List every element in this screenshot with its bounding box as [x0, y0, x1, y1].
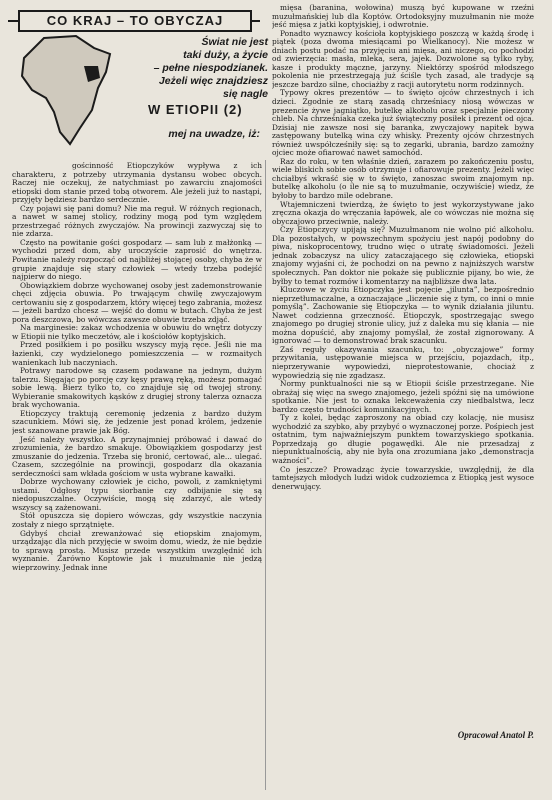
column-divider	[265, 160, 266, 790]
lead-line: – pełne niespodzianek.	[153, 62, 268, 74]
paragraph: Raz do roku, w ten właśnie dzień, zarazem po zakończeniu postu, wiele bliskich sobie osób otrzymuje i ofiarowuje prezenty. Jeżeli więc chciałbyś wkraść się w to święto, zanoszac swoim znajomym np. butelkę alkoholu (o ile nie są to muzułmanie, oczywiście) wiedz, że byłoby to bardzo mile odebrane.	[272, 156, 534, 201]
series-title: W ETIOPII (2)	[148, 102, 243, 117]
paragraph: Przed posiłkiem i po posiłku wszyscy myją ręce. Jeśli nie ma łazienki, czy wydzielonego pomieszczenia — w rozmaitych wanienkach lub naczyniach.	[12, 340, 262, 367]
rubric-title: CO KRAJ – TO OBYCZAJ	[18, 10, 252, 32]
article-header	[8, 6, 268, 156]
paragraph: Jeść należy wszystko. A przynajmniej próbować i dawać do zrozumienia, że bardzo smakuje. Obowiązkiem gospodarzy jest zmuszanie do jedzenia. Trzeba się bronić, certować, ale... ulegać. Czasem, szczególnie na prowincji, gospodarz dla okazania serdeczności sam wkłada gościom w usta wybrane kawałki.	[12, 434, 262, 478]
paragraph: Czy Etiopczycy upijają się? Muzułmanom nie wolno pić alkoholu. Dla pozostałych, w powszechnym spożyciu jest napój podobny do piwa, niskoprocentowy, trudno więc o utratę świadomości. Jeżeli jednak zobaczysz na ulicy zataczającego się człowieka, etiopski znajomy wyjaśni ci, że pochodzi on na pewno z najniższych warstw społecznych. Pan doktor nie pokaże się publicznie pijany, bo wie, że byłby to temat rozmów i komentarzy na najbliższe dwa lata.	[272, 225, 534, 286]
paragraph: Często na powitanie gości gospodarz — sam lub z małżonką — wychodzi przed dom, aby uroczyście zaprosić do wnętrza. Powitanie należy rozpocząć od najbliżej stojącej osoby, chyba że w grupie znajduje się stary człowiek — wtedy trzeba podejść najpierw do niego.	[12, 237, 262, 282]
paragraph: Normy punktualności nie są w Etiopii ściśle przestrzegane. Nie obrażaj się więc na swego znajomego, jeżeli spóźni się na umówione spotkanie. Nie jest to oznaka lekceważenia czy niedbalstwa, lecz bardzo często trudności komunikacyjnych.	[272, 379, 534, 414]
paragraph: Czy pojawi się pani domu? Nie ma reguł. W różnych regionach, a nawet w samej stolicy, rodziny mogą pod tym względem przestrzegać różnych zwyczajów. Na prowincji zazwyczaj się to nie zdarza.	[12, 203, 262, 239]
paragraph: Typowy okres prezentów — to święto ojców chrzestnych i ich dzieci. Zgodnie ze starą zasadą chrześniacy niosą wówczas w prezencie żywe jagniątko, butelkę alkoholu oraz specjalnie pieczony chleb. Na chrześniaka czeka już świąteczny posiłek i prezent od ojca. Dzisiaj nie zawsze nosi się baranka, zwyczajowy napitek bywa zastępowany butelką wina czy whisky. Prezenty ojców chrzestnych również uwspółcześniły się: są to zegarki, ubrania, bardzo zamożny ojciec może ofiarować nawet samochód.	[272, 88, 534, 158]
paragraph: Gdybyś chciał zrewanżować się etiopskim znajomym, urządzając dla nich przyjęcie w swoim domu, wiedz, że nie będzie to sprawą prostą. Musisz przede wszystkim uwzględnić ich wyznanie. Zarówno Koptowie jak i muzułmanie nie jedzą wieprzowiny. Jednak inne	[12, 528, 262, 572]
paragraph: Ponadto wyznawcy kościoła koptyjskiego poszczą w każdą środę i piątek (poza dwoma miesiącami po Wielkanocy). Nie możesz w dniach postu podać na przyjęciu ani mięsa, ani niczego, co pochodzi od zwierzęcia: masła, mleka, sera, jajek. Dozwolone są tylko ryby, kasze i produkty mączne, jarzyny. Niektórzy spośród młodszego pokolenia nie przestrzegają już ściśle tych zasad, ale tradycje są jeszcze bardzo silne, chociażby z racji autorytetu norm rodzinnych.	[272, 28, 534, 89]
paragraph: Stół opuszcza się dopiero wówczas, gdy wszystkie naczynia zostały z niego sprzątnięte.	[12, 511, 262, 529]
lead-text	[118, 36, 268, 101]
article-column-left	[12, 162, 262, 792]
paragraph: Ty z kolei, będąc zaproszony na obiad czy kolację, nie musisz wychodzić za szybko, aby przybyć o wyznaczonej porze. Pośpiech jest ostatnim, tym najważniejszym punktem towarzyskiego spotkania. Poprzedzają go długie pogawędki. Ale nie przesadzaj z niepunktualnością, aby nie była ona zrozumiana jako „demonstracja ważności”.	[272, 413, 534, 465]
paragraph: Etiopczycy traktują ceremonię jedzenia z bardzo dużym szacunkiem. Mówi się, że jedzenie jest ponad królem, jedzenie jest szanowane prawie jak Bóg.	[12, 408, 262, 435]
lead-line: Jeżeli więc znajdziesz	[158, 75, 268, 87]
lead-line: taki duży, a życie	[183, 49, 268, 61]
paragraph: Zaś reguły okazywania szacunku, to: „obyczajowe” formy przywitania, ustępowanie miejsca w przejściu, pojazdach, itp., nieprzerywanie wypowiedzi, nieprotestowanie, chociaż z wypowiedzią się nie zgadzasz.	[272, 344, 534, 380]
paragraph: Wtajemniczeni twierdzą, że święto to jest wykorzystywane jako zręczna okazja do wręczania łapówek, ale co wówczas nie można się obyczajowo przeciwnie, należy.	[272, 199, 534, 226]
paragraph: Dobrze wychowany człowiek je cicho, powoli, z zamkniętymi ustami. Odgłosy typu siorbanie czy odbijanie się są niedopuszczalne. Oczywiście, mogą się zdarzyć, ale wtedy wszyscy są zażenowani.	[12, 477, 262, 512]
paragraph: Co jeszcze? Prowadząc życie towarzyskie, uwzględnij, że dla tamtejszych młodych ludzi widok cudzoziemca z Etiopką jest wysoce denerwujący.	[272, 464, 534, 491]
africa-map-illustration	[14, 32, 118, 152]
paragraph: Obowiązkiem dobrze wychowanej osoby jest zademonstrowanie chęci zdjęcia obuwia. Po trwającym chwilę zwyczajowym certowaniu się z gospodarzem, który więcej tego zabrania, możesz — jeżeli bardzo chcesz — wejść do domu w butach. Chyba że jest pora deszczowa, bo wówczas zawsze obuwie trzeba zdjąć.	[12, 280, 262, 324]
paragraph: Kluczowe w życiu Etiopczyka jest pojęcie „jilunta”, bezpośrednio nieprzetłumaczalne, a oznaczające „liczenie się z tym, co inni o mnie pomyślą”. Zachowanie się Etiopczyka — to wynik działania jiluntu. Nawet codzienna grzeczność. Etiopczyk, spostrzegając swego znajomego po drugiej stronie ulicy, już z daleka mu się kłania — nie można dopuścić, aby znajomy pomyślał, że został zignorowany. A ignorować — to demonstrować brak szacunku.	[272, 285, 534, 346]
paragraph: Na marginesie: zakaz wchodzenia w obuwiu do wnętrz dotyczy w Etiopii nie tylko meczetów, ale i kościołów koptyjskich.	[12, 323, 262, 341]
lead-line: Świat nie jest	[201, 36, 268, 48]
paragraph: mięsa (baranina, wołowina) muszą być kupowane w rzeźni muzułmańskiej lub dla Koptów. Ortodoksyjny muzułmanin nie może jeść mięsa z jatki koptyjskiej, i odwrotnie.	[272, 4, 534, 30]
lead-tail: mej na uwadze, iż:	[168, 128, 260, 140]
lead-line: się nagle	[223, 88, 268, 100]
author-byline: Opracował Anatol P.	[457, 730, 534, 740]
paragraph: gościnność Etiopczyków wypływa z ich charakteru, z potrzeby utrzymania dystansu wobec obcych. Raczej nie oczekuj, że natychmiast po zawarciu znajomości etiopski dom stanie przed tobą otworem. Ale jeżeli już to nastąpi, przyjęty będziesz bardzo serdecznie.	[12, 162, 262, 205]
paragraph: Potrawy narodowe są czasem podawane na jednym, dużym talerzu. Sięgając po porcję czy kęsy prawą ręką, możesz pomagać sobie lewą. Bierz tylko to, co znajduje się od twojej strony. Wybieranie smakowitych kąsków z drugiej strony talerza oznacza brak wychowania.	[12, 366, 262, 410]
article-column-right	[272, 4, 534, 722]
